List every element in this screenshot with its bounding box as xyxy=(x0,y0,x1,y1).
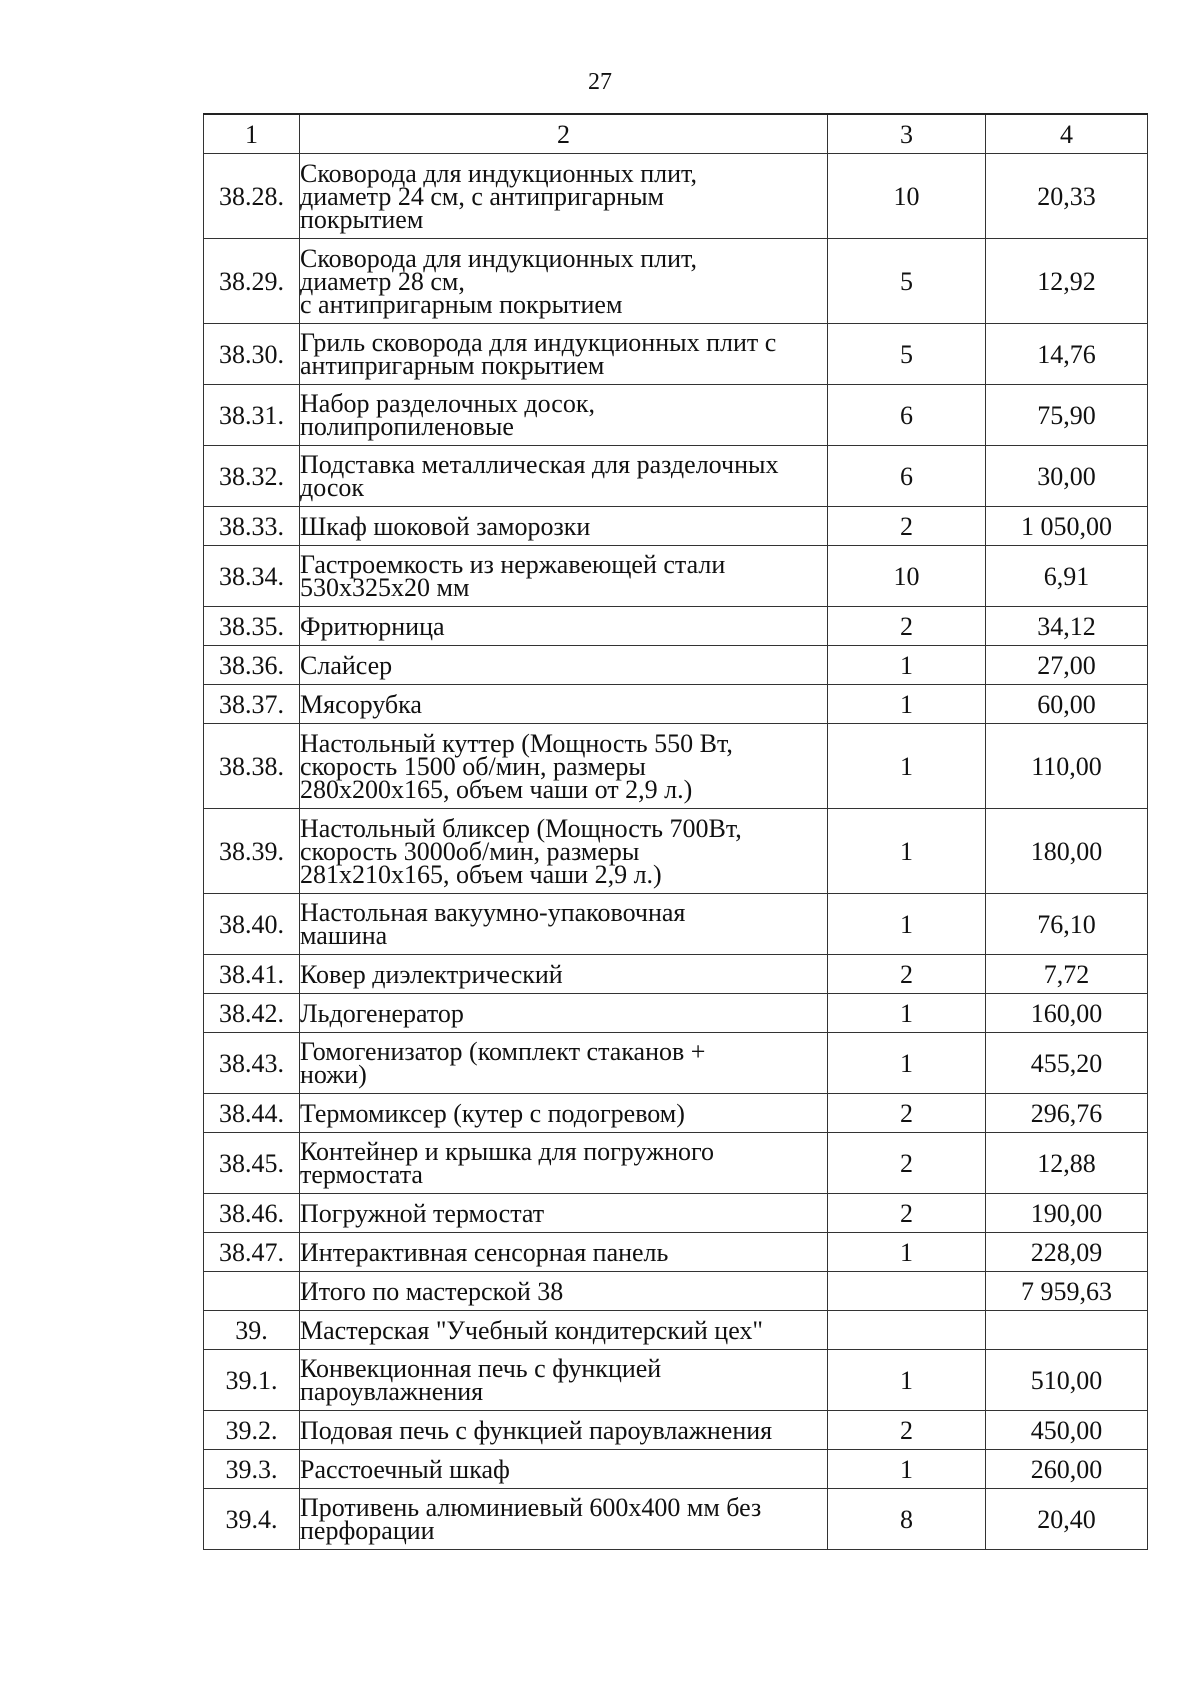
item-name-text: Подовая печь с функцией пароувлажнения xyxy=(300,1415,773,1445)
item-number-text: 39.3. xyxy=(225,1454,278,1484)
item-amount-text: 296,76 xyxy=(1030,1098,1103,1128)
table-row xyxy=(204,1033,1148,1094)
item-number-cell xyxy=(204,546,300,607)
item-name-text: Шкаф шоковой заморозки xyxy=(300,511,591,541)
item-quantity-cell xyxy=(828,955,986,994)
item-name-cell xyxy=(300,809,828,894)
item-amount-cell xyxy=(986,994,1148,1033)
item-quantity-cell xyxy=(828,1311,986,1350)
item-quantity-cell xyxy=(828,385,986,446)
item-quantity-cell xyxy=(828,994,986,1033)
item-amount-text: 450,00 xyxy=(1030,1415,1103,1445)
item-quantity-cell xyxy=(828,1350,986,1411)
item-quantity-text: 2 xyxy=(900,1098,913,1128)
item-name-cell xyxy=(300,1411,828,1450)
item-quantity-cell xyxy=(828,324,986,385)
item-number-text: 38.45. xyxy=(219,1148,284,1178)
item-quantity-cell xyxy=(828,1194,986,1233)
item-number-text: 38.47. xyxy=(219,1237,284,1267)
item-amount-text: 7 959,63 xyxy=(1021,1276,1112,1306)
item-number-cell xyxy=(204,507,300,546)
item-amount-cell xyxy=(986,507,1148,546)
item-amount-text: 76,10 xyxy=(1037,909,1096,939)
item-quantity-cell xyxy=(828,646,986,685)
table-row xyxy=(204,446,1148,507)
item-name-cell xyxy=(300,646,828,685)
item-amount-cell xyxy=(986,1450,1148,1489)
item-quantity-text: 10 xyxy=(893,561,920,591)
item-amount-text: 6,91 xyxy=(1043,561,1090,591)
item-amount-text: 510,00 xyxy=(1030,1365,1103,1395)
table-row xyxy=(204,324,1148,385)
item-quantity-text: 1 xyxy=(900,650,913,680)
table-row xyxy=(204,646,1148,685)
item-number-text: 38.43. xyxy=(219,1048,284,1078)
item-number-cell xyxy=(204,1133,300,1194)
item-name-cell xyxy=(300,685,828,724)
item-number-cell xyxy=(204,1411,300,1450)
item-amount-cell xyxy=(986,546,1148,607)
item-number-cell xyxy=(204,1311,300,1350)
item-name-text: Мастерская "Учебный кондитерский цех" xyxy=(300,1315,764,1345)
item-amount-cell xyxy=(986,894,1148,955)
table-row xyxy=(204,894,1148,955)
item-number-cell xyxy=(204,1033,300,1094)
item-number-text: 39.1. xyxy=(225,1365,278,1395)
item-quantity-cell xyxy=(828,154,986,239)
item-quantity-cell xyxy=(828,724,986,809)
table-row xyxy=(204,1133,1148,1194)
item-name-cell xyxy=(300,1272,828,1311)
item-quantity-cell xyxy=(828,1489,986,1550)
item-quantity-cell xyxy=(828,607,986,646)
item-number-cell xyxy=(204,446,300,507)
item-name-text: Противень алюминиевый 600x400 мм без перфорации xyxy=(300,1493,762,1545)
item-name-text: Слайсер xyxy=(300,650,393,680)
item-number-cell xyxy=(204,809,300,894)
table-header-row xyxy=(204,114,1148,154)
item-number-cell xyxy=(204,1350,300,1411)
item-amount-cell xyxy=(986,1033,1148,1094)
item-quantity-text: 2 xyxy=(900,1415,913,1445)
item-name-cell xyxy=(300,1033,828,1094)
item-quantity-text: 1 xyxy=(900,909,913,939)
equipment-table xyxy=(203,113,1148,1550)
item-name-cell xyxy=(300,1450,828,1489)
item-amount-cell xyxy=(986,1133,1148,1194)
item-number-text: 38.46. xyxy=(219,1198,284,1228)
item-quantity-cell xyxy=(828,1033,986,1094)
item-number-cell xyxy=(204,324,300,385)
item-name-cell xyxy=(300,894,828,955)
item-amount-cell xyxy=(986,1194,1148,1233)
item-quantity-cell xyxy=(828,239,986,324)
table-row xyxy=(204,546,1148,607)
item-number-cell xyxy=(204,685,300,724)
item-amount-cell xyxy=(986,607,1148,646)
item-name-cell xyxy=(300,1194,828,1233)
item-quantity-cell xyxy=(828,1411,986,1450)
item-number-cell xyxy=(204,607,300,646)
item-name-cell xyxy=(300,1311,828,1350)
item-number-text: 38.30. xyxy=(219,339,284,369)
item-quantity-cell xyxy=(828,507,986,546)
item-name-cell xyxy=(300,154,828,239)
item-name-text: Сковорода для индукционных плит, диаметр 28 см, с антипригарным покрытием xyxy=(300,243,697,319)
item-quantity-text: 6 xyxy=(900,461,913,491)
item-name-text: Льдогенератор xyxy=(300,998,464,1028)
table-row xyxy=(204,507,1148,546)
item-name-text: Ковер диэлектрический xyxy=(300,959,563,989)
item-quantity-cell xyxy=(828,446,986,507)
item-amount-cell xyxy=(986,809,1148,894)
item-amount-text: 12,92 xyxy=(1037,266,1096,296)
item-amount-text: 20,33 xyxy=(1037,181,1096,211)
item-amount-cell xyxy=(986,955,1148,994)
item-name-cell xyxy=(300,324,828,385)
item-amount-cell xyxy=(986,1311,1148,1350)
item-amount-cell xyxy=(986,646,1148,685)
item-name-text: Набор разделочных досок, полипропиленовые xyxy=(300,389,595,441)
item-amount-text: 110,00 xyxy=(1031,751,1102,781)
item-quantity-text: 1 xyxy=(900,998,913,1028)
table-row xyxy=(204,1450,1148,1489)
item-quantity-text: 1 xyxy=(900,1048,913,1078)
item-amount-cell xyxy=(986,1489,1148,1550)
table-row xyxy=(204,1489,1148,1550)
item-quantity-cell xyxy=(828,1450,986,1489)
item-quantity-cell xyxy=(828,894,986,955)
item-quantity-text: 1 xyxy=(900,836,913,866)
item-quantity-cell xyxy=(828,1094,986,1133)
item-quantity-text: 1 xyxy=(900,1454,913,1484)
item-quantity-cell xyxy=(828,546,986,607)
item-quantity-text: 10 xyxy=(893,181,920,211)
item-amount-text: 34,12 xyxy=(1037,611,1096,641)
table-row xyxy=(204,1411,1148,1450)
item-amount-cell xyxy=(986,685,1148,724)
item-number-text: 38.29. xyxy=(219,266,284,296)
item-name-cell xyxy=(300,446,828,507)
item-amount-text: 180,00 xyxy=(1030,836,1103,866)
item-quantity-text: 2 xyxy=(900,959,913,989)
item-quantity-cell xyxy=(828,1233,986,1272)
item-number-text: 38.44. xyxy=(219,1098,284,1128)
item-name-text: Гомогенизатор (комплект стаканов + ножи) xyxy=(300,1037,706,1089)
item-number-text: 38.31. xyxy=(219,400,284,430)
table-row xyxy=(204,1194,1148,1233)
table-row xyxy=(204,685,1148,724)
item-number-cell xyxy=(204,1094,300,1133)
item-quantity-cell xyxy=(828,1272,986,1311)
item-name-cell xyxy=(300,1350,828,1411)
item-number-text: 39.2. xyxy=(225,1415,278,1445)
item-amount-text: 228,09 xyxy=(1030,1237,1103,1267)
item-quantity-text: 1 xyxy=(900,1237,913,1267)
item-name-cell xyxy=(300,1489,828,1550)
item-number-cell xyxy=(204,894,300,955)
table-row xyxy=(204,385,1148,446)
table-row xyxy=(204,724,1148,809)
page-number: 27 xyxy=(588,69,612,95)
item-name-cell xyxy=(300,507,828,546)
item-number-cell xyxy=(204,385,300,446)
table-row xyxy=(204,1272,1148,1311)
item-name-text: Гриль сковорода для индукционных плит с антипригарным покрытием xyxy=(300,328,777,380)
table-row xyxy=(204,239,1148,324)
item-amount-text: 1 050,00 xyxy=(1021,511,1112,541)
item-quantity-text: 2 xyxy=(900,611,913,641)
item-name-cell xyxy=(300,385,828,446)
item-name-text: Настольный куттер (Мощность 550 Вт, скорость 1500 об/мин, размеры 280x200x165, объем чаши от 2,9 л.) xyxy=(300,728,733,804)
item-amount-text: 12,88 xyxy=(1037,1148,1096,1178)
item-name-text: Подставка металлическая для разделочных досок xyxy=(300,450,779,502)
item-number-cell xyxy=(204,955,300,994)
item-number-cell xyxy=(204,1233,300,1272)
item-amount-cell xyxy=(986,154,1148,239)
item-name-text: Гастроемкость из нержавеющей стали 530x325x20 мм xyxy=(300,550,726,602)
column-header-4: 4 xyxy=(986,114,1148,154)
item-name-cell xyxy=(300,994,828,1033)
item-number-text: 39.4. xyxy=(225,1504,278,1534)
item-name-cell xyxy=(300,1094,828,1133)
item-number-text: 38.28. xyxy=(219,181,284,211)
item-number-cell xyxy=(204,1194,300,1233)
item-quantity-text: 2 xyxy=(900,1198,913,1228)
item-name-text: Интерактивная сенсорная панель xyxy=(300,1237,669,1267)
item-name-cell xyxy=(300,1133,828,1194)
item-number-cell xyxy=(204,994,300,1033)
item-number-text: 38.38. xyxy=(219,751,284,781)
item-number-text: 38.32. xyxy=(219,461,284,491)
item-name-text: Расстоечный шкаф xyxy=(300,1454,510,1484)
item-amount-text: 30,00 xyxy=(1037,461,1096,491)
item-number-text: 38.42. xyxy=(219,998,284,1028)
item-name-text: Фритюрница xyxy=(300,611,445,641)
table-row xyxy=(204,809,1148,894)
item-amount-text: 7,72 xyxy=(1043,959,1090,989)
item-number-cell xyxy=(204,1450,300,1489)
item-amount-text: 20,40 xyxy=(1037,1504,1096,1534)
item-amount-text: 160,00 xyxy=(1030,998,1103,1028)
item-quantity-text: 8 xyxy=(900,1504,913,1534)
item-amount-cell xyxy=(986,1094,1148,1133)
item-number-text: 38.39. xyxy=(219,836,284,866)
table-row xyxy=(204,1233,1148,1272)
item-quantity-text: 1 xyxy=(900,751,913,781)
item-amount-cell xyxy=(986,239,1148,324)
item-amount-cell xyxy=(986,446,1148,507)
item-quantity-cell xyxy=(828,809,986,894)
item-name-text: Сковорода для индукционных плит, диаметр 24 см, с антипригарным покрытием xyxy=(300,158,697,234)
table-row xyxy=(204,154,1148,239)
column-header-2: 2 xyxy=(300,114,828,154)
table-row xyxy=(204,994,1148,1033)
item-quantity-text: 2 xyxy=(900,1148,913,1178)
column-header-1: 1 xyxy=(204,114,300,154)
column-header-3: 3 xyxy=(828,114,986,154)
item-name-cell xyxy=(300,1233,828,1272)
item-name-cell xyxy=(300,724,828,809)
item-number-cell xyxy=(204,646,300,685)
table-row xyxy=(204,607,1148,646)
item-amount-cell xyxy=(986,385,1148,446)
item-number-cell xyxy=(204,1272,300,1311)
table-row xyxy=(204,1350,1148,1411)
item-quantity-text: 2 xyxy=(900,511,913,541)
item-name-text: Мясорубка xyxy=(300,689,422,719)
item-number-text: 38.35. xyxy=(219,611,284,641)
item-amount-text: 455,20 xyxy=(1030,1048,1103,1078)
item-number-text: 38.36. xyxy=(219,650,284,680)
item-quantity-text: 5 xyxy=(900,339,913,369)
table-row xyxy=(204,955,1148,994)
item-name-text: Настольный бликсер (Мощность 700Вт, скорость 3000об/мин, размеры 281x210x165, объем чаши 2,9 л.) xyxy=(300,813,742,889)
item-name-text: Термомиксер (кутер с подогревом) xyxy=(300,1098,685,1128)
item-number-text: 38.37. xyxy=(219,689,284,719)
item-quantity-text: 6 xyxy=(900,400,913,430)
item-number-text: 38.33. xyxy=(219,511,284,541)
item-name-cell xyxy=(300,239,828,324)
item-amount-text: 60,00 xyxy=(1037,689,1096,719)
item-name-text: Итого по мастерской 38 xyxy=(300,1276,564,1306)
item-number-cell xyxy=(204,154,300,239)
item-name-cell xyxy=(300,955,828,994)
item-name-cell xyxy=(300,607,828,646)
item-number-cell xyxy=(204,1489,300,1550)
item-amount-text: 260,00 xyxy=(1030,1454,1103,1484)
item-name-text: Контейнер и крышка для погружного термостата xyxy=(300,1137,714,1189)
item-name-cell xyxy=(300,546,828,607)
item-quantity-cell xyxy=(828,685,986,724)
item-number-text: 38.40. xyxy=(219,909,284,939)
item-name-text: Погружной термостат xyxy=(300,1198,545,1228)
item-amount-text: 14,76 xyxy=(1037,339,1096,369)
item-number-text: 38.34. xyxy=(219,561,284,591)
table-row xyxy=(204,1094,1148,1133)
item-number-text: 38.41. xyxy=(219,959,284,989)
item-amount-text: 190,00 xyxy=(1030,1198,1103,1228)
item-amount-cell xyxy=(986,724,1148,809)
table-row xyxy=(204,1311,1148,1350)
item-name-text: Настольная вакуумно-упаковочная машина xyxy=(300,898,686,950)
item-quantity-text: 1 xyxy=(900,1365,913,1395)
table-body xyxy=(204,154,1148,1550)
item-name-text: Конвекционная печь с функцией пароувлажнения xyxy=(300,1354,662,1406)
item-quantity-text: 1 xyxy=(900,689,913,719)
item-amount-text: 27,00 xyxy=(1037,650,1096,680)
item-amount-text: 75,90 xyxy=(1037,400,1096,430)
item-quantity-text: 5 xyxy=(900,266,913,296)
item-number-cell xyxy=(204,239,300,324)
item-amount-cell xyxy=(986,324,1148,385)
item-amount-cell xyxy=(986,1411,1148,1450)
item-number-text: 39. xyxy=(235,1315,268,1345)
item-amount-cell xyxy=(986,1272,1148,1311)
item-amount-cell xyxy=(986,1233,1148,1272)
item-quantity-cell xyxy=(828,1133,986,1194)
item-number-cell xyxy=(204,724,300,809)
item-amount-cell xyxy=(986,1350,1148,1411)
